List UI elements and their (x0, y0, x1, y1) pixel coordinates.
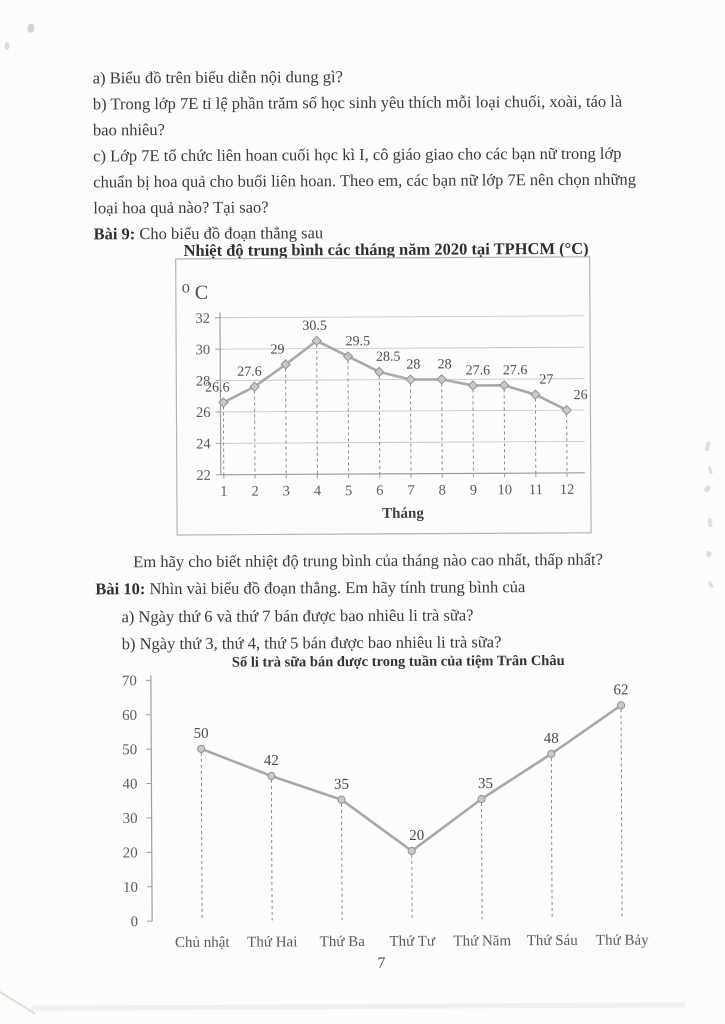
x-category-label: Thứ Bảy (595, 932, 649, 949)
drop-line (286, 369, 287, 475)
y-tick-label: 60 (122, 707, 138, 724)
drop-line (379, 376, 380, 474)
x-category-label: 9 (469, 482, 478, 499)
exercise10-intro: Nhìn vài biểu đồ đoạn thẳng. Em hãy tính trung bình của (145, 577, 526, 599)
scan-artifact (705, 441, 711, 452)
gridline (220, 316, 584, 318)
gridline (221, 441, 585, 443)
data-point-marker (531, 390, 540, 399)
exercise10-item-b: b) Ngày thứ 3, thứ 4, thứ 5 bán được bao nhiêu li trà sữa? (121, 632, 502, 654)
milk-tea-chart-title: Số li trà sữa bán được trong tuần của tiệm Trân Châu (231, 652, 565, 671)
data-point-marker (500, 381, 509, 390)
data-point-label: 28 (406, 357, 421, 373)
scan-artifact (708, 581, 714, 589)
milk-tea-line-chart (83, 664, 715, 967)
page-number: 7 (377, 954, 386, 972)
y-tick-label: 20 (122, 845, 138, 862)
y-tick-label: 22 (196, 467, 211, 484)
exercise10-label: Bài 10: (95, 579, 146, 599)
y-tick-label: 50 (122, 742, 138, 759)
x-category-label: 5 (345, 483, 353, 500)
scan-artifact (31, 1002, 686, 1010)
drop-line (271, 780, 272, 920)
x-category-label: Thứ Sáu (526, 932, 578, 950)
y-tick-label: 70 (121, 673, 137, 690)
question-text-block (93, 62, 679, 247)
x-category-label: 12 (559, 481, 575, 498)
x-category-label: Thứ Ba (319, 933, 365, 951)
drop-line (342, 804, 343, 920)
scan-artifact (27, 24, 34, 33)
data-point-label: 50 (193, 725, 209, 742)
data-point-marker (562, 406, 571, 415)
data-point-marker (437, 375, 446, 384)
x-category-label: Thứ Hai (247, 934, 298, 951)
x-category-label: 10 (497, 482, 512, 499)
x-category-label: 8 (438, 482, 446, 499)
scan-artifact (707, 518, 712, 527)
data-point-label: 28.5 (375, 349, 401, 365)
y-tick-label: 10 (122, 879, 139, 896)
data-point-label: 26.6 (205, 380, 230, 396)
x-category-label: Thứ Tư (389, 933, 436, 950)
data-point-label: 62 (613, 682, 629, 699)
data-point-marker (343, 352, 352, 361)
x-category-label: 7 (407, 482, 415, 499)
data-point-marker (338, 796, 345, 803)
drop-line (348, 360, 349, 474)
data-point-marker (375, 367, 384, 376)
scan-artifact (707, 466, 713, 475)
exercise9-question: Em hãy cho biết nhiệt độ trung bình của tháng nào cao nhất, thấp nhất? (133, 549, 603, 572)
gridline (220, 410, 584, 412)
question-line-b1: b) Trong lớp 7E tỉ lệ phần trăm số học sinh yêu thích mỗi loại chuối, xoài, táo là (92, 91, 623, 114)
exercise10-item-a: a) Ngày thứ 6 và thứ 7 bán được bao nhiêu li trà sữa? (121, 605, 474, 627)
question-line-c2: chuẩn bị hoa quả cho buổi liên hoan. Theo em, các bạn nữ lớp 7E nên chọn những (93, 169, 637, 192)
scan-artifact (705, 551, 712, 558)
data-point-label: 35 (477, 775, 493, 792)
data-point-marker (268, 772, 275, 779)
data-point-label: 27.6 (465, 363, 491, 379)
y-tick-label: 0 (130, 914, 139, 931)
data-point-marker (468, 381, 477, 390)
y-tick-label: 26 (195, 404, 211, 422)
data-point-label: 30.5 (302, 318, 327, 334)
x-category-label: 2 (251, 483, 259, 500)
drop-line (621, 709, 622, 918)
data-point-label: 29.5 (345, 334, 371, 350)
data-point-label: 27.6 (237, 364, 262, 380)
y-axis (151, 675, 152, 921)
data-point-label: 26 (573, 388, 588, 404)
y-tick-label: 30 (122, 810, 138, 828)
x-category-label: 6 (376, 482, 384, 499)
y-axis-title: ⁰ C (181, 281, 209, 304)
data-point-marker (617, 702, 624, 709)
scan-artifact (0, 991, 36, 1015)
drop-line (317, 345, 318, 474)
temperature-line-chart (174, 255, 595, 539)
data-point-label: 27.6 (502, 363, 528, 379)
y-tick-label: 40 (122, 776, 138, 793)
y-tick-label: 24 (196, 436, 211, 453)
y-tick-label: 32 (195, 310, 211, 327)
data-point-label: 20 (409, 827, 425, 844)
data-point-marker (408, 847, 415, 854)
data-point-label: 29 (270, 342, 285, 358)
data-point-marker (198, 745, 205, 752)
temperature-chart-title: Nhiệt độ trung bình các tháng năm 2020 tại TPHCM (°C) (183, 238, 589, 260)
question-line-a: a) Biểu đồ trên biểu diễn nội dung gì? (92, 67, 343, 88)
drop-line (482, 803, 483, 919)
x-axis (221, 473, 585, 475)
data-point-label: 35 (333, 776, 349, 793)
drop-line (201, 753, 202, 921)
x-axis-title: Tháng (382, 505, 424, 522)
data-point-marker (406, 375, 415, 384)
exercise9-intro: Cho biểu đồ đoạn thẳng sau (135, 223, 324, 244)
question-line-c1: c) Lớp 7E tổ chức liên hoan cuối học kì I, cô giáo giao cho các bạn nữ trong lớp (93, 143, 622, 166)
question-line-b2: bao nhiêu? (92, 120, 165, 140)
x-category-label: 11 (528, 482, 543, 499)
x-category-label: Thứ Năm (453, 933, 512, 950)
data-point-label: 27 (539, 372, 554, 388)
x-category-label: 4 (313, 483, 322, 500)
scan-artifact (703, 484, 711, 493)
y-tick-label: 30 (195, 342, 211, 359)
scan-artifact (5, 42, 10, 50)
x-category-label: Chủ nhật (174, 934, 230, 951)
exercise10-heading (95, 577, 525, 599)
y-tick-label: 28 (195, 373, 211, 390)
data-point-label: 28 (437, 357, 452, 373)
data-point-marker (478, 795, 485, 802)
x-category-label: 1 (220, 483, 228, 500)
exercise9-label: Bài 9: (93, 224, 136, 244)
question-line-c3: loại hoa quả nào? Tại sao? (93, 197, 269, 218)
data-point-marker (548, 750, 555, 757)
data-point-label: 48 (543, 730, 559, 747)
drop-line (551, 758, 552, 919)
data-point-label: 42 (263, 752, 279, 770)
gridline (220, 379, 584, 381)
x-category-label: 3 (282, 483, 290, 500)
